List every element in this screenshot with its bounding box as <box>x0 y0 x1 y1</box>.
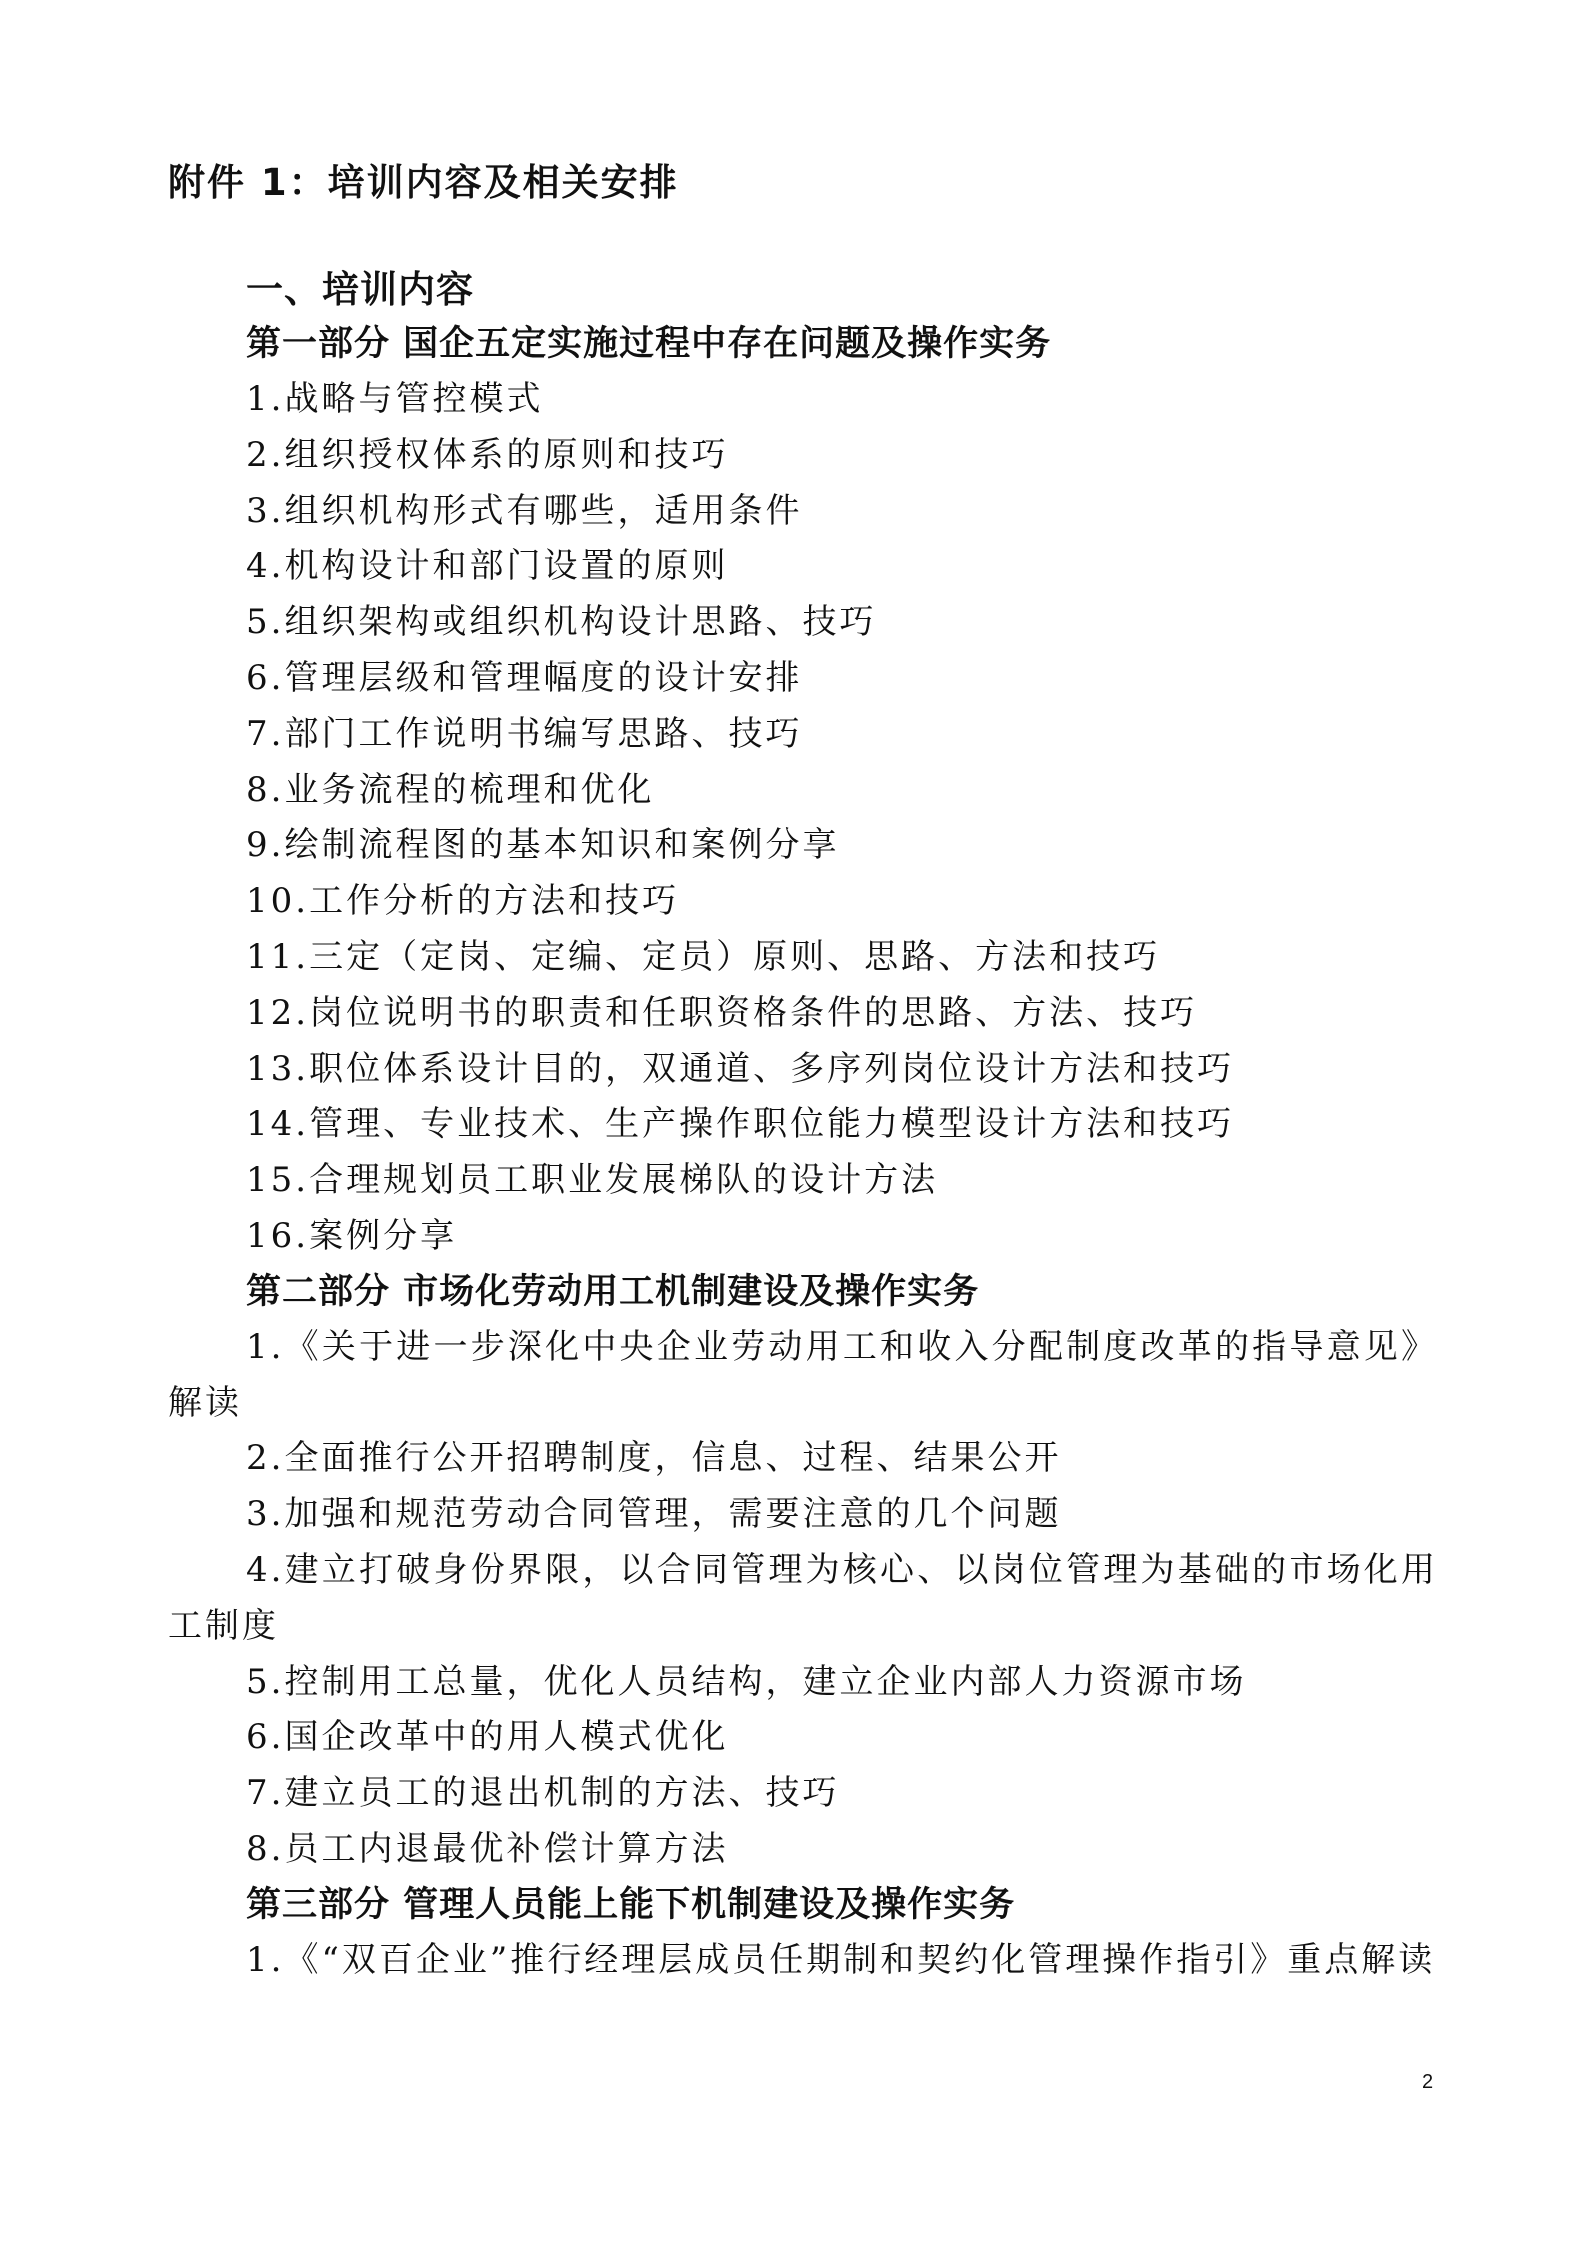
list-item: 4.建立打破身份界限，以合同管理为核心、以岗位管理为基础的市场化用工制度 <box>168 1549 1438 1646</box>
list-item: 8.员工内退最优补偿计算方法 <box>246 1828 729 1869</box>
list-item: 15.合理规划员工职业发展梯队的设计方法 <box>246 1160 939 1201</box>
part-heading: 第三部分 管理人员能上能下机制建设及操作实务 <box>246 1884 1016 1925</box>
list-item: 14.管理、专业技术、生产操作职位能力模型设计方法和技巧 <box>246 1104 1235 1145</box>
list-item: 1.《关于进一步深化中央企业劳动用工和收入分配制度改革的指导意见》解读 <box>168 1326 1438 1423</box>
list-item: 13.职位体系设计目的，双通道、多序列岗位设计方法和技巧 <box>246 1048 1235 1089</box>
list-item: 6.国企改革中的用人模式优化 <box>246 1717 729 1758</box>
part-heading: 第二部分 市场化劳动用工机制建设及操作实务 <box>246 1271 980 1312</box>
list-item: 3.组织机构形式有哪些，适用条件 <box>246 490 803 531</box>
list-item: 6.管理层级和管理幅度的设计安排 <box>246 657 803 698</box>
list-item: 11.三定（定岗、定编、定员）原则、思路、方法和技巧 <box>246 936 1161 977</box>
list-item: 5.组织架构或组织机构设计思路、技巧 <box>246 602 877 643</box>
page-number: 2 <box>1422 2071 1434 2093</box>
list-item: 2.全面推行公开招聘制度，信息、过程、结果公开 <box>246 1438 1062 1479</box>
part-heading: 第一部分 国企五定实施过程中存在问题及操作实务 <box>246 324 1052 364</box>
list-item: 7.建立员工的退出机制的方法、技巧 <box>246 1773 840 1814</box>
list-item: 3.加强和规范劳动合同管理，需要注意的几个问题 <box>246 1494 1062 1535</box>
list-item: 10.工作分析的方法和技巧 <box>246 881 680 922</box>
list-item: 2.组织授权体系的原则和技巧 <box>246 434 729 475</box>
list-item: 12.岗位说明书的职责和任职资格条件的思路、方法、技巧 <box>246 992 1198 1033</box>
list-item: 7.部门工作说明书编写思路、技巧 <box>246 713 803 754</box>
list-item: 1.《“双百企业”推行经理层成员任期制和契约化管理操作指引》重点解读 <box>246 1939 1436 1980</box>
list-item: 5.控制用工总量，优化人员结构，建立企业内部人力资源市场 <box>246 1661 1247 1702</box>
document-body <box>168 262 1438 1989</box>
list-item: 9.绘制流程图的基本知识和案例分享 <box>246 825 840 866</box>
section-heading: 一、培训内容 <box>246 268 474 311</box>
list-item: 1.战略与管控模式 <box>246 379 544 419</box>
list-item: 4.机构设计和部门设置的原则 <box>246 546 729 587</box>
list-item: 16.案例分享 <box>246 1215 458 1256</box>
list-item: 8.业务流程的梳理和优化 <box>246 769 655 810</box>
attachment-title: 附件 1：培训内容及相关安排 <box>168 161 679 204</box>
